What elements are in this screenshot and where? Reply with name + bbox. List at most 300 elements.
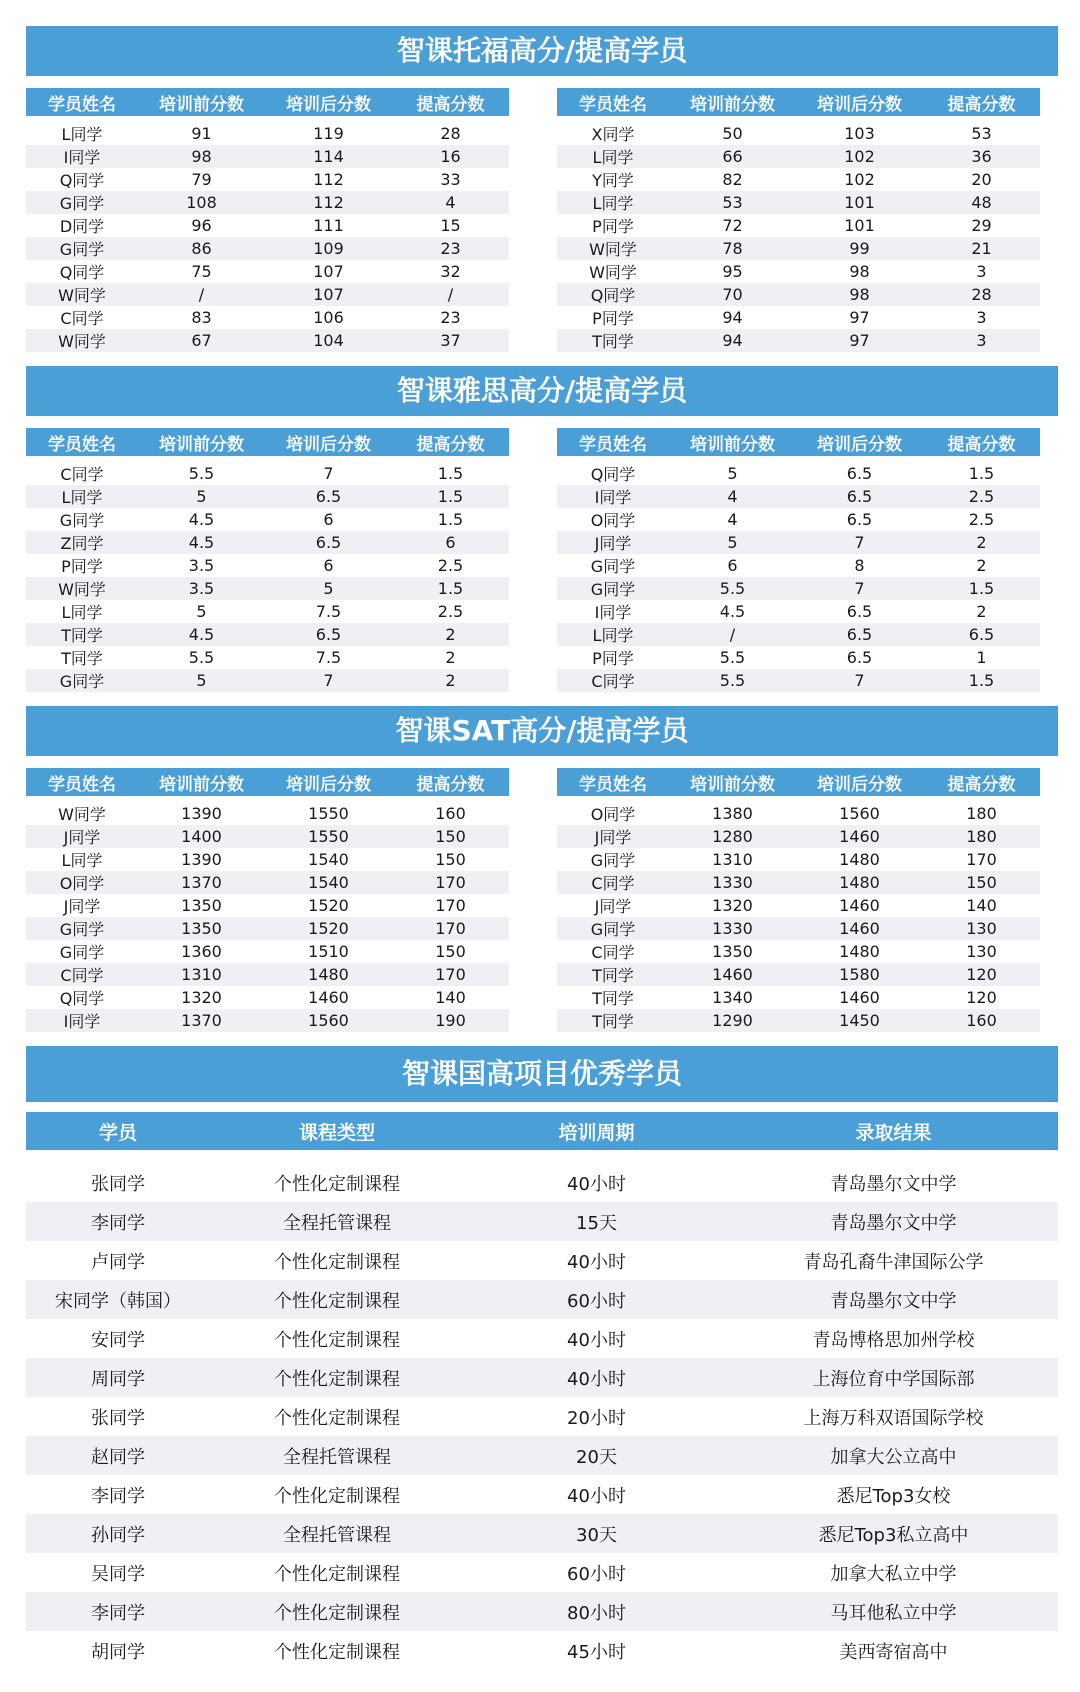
table-cell: 50 xyxy=(722,124,743,143)
table-row xyxy=(26,1358,1058,1397)
table-cell: 7.5 xyxy=(315,602,342,621)
table-row xyxy=(557,485,1040,508)
table-cell: 72 xyxy=(722,216,743,235)
table-cell: 109 xyxy=(265,237,392,260)
column-header: 提高分数 xyxy=(923,428,1040,456)
table-header-row xyxy=(26,1112,1058,1150)
table-cell: 33 xyxy=(440,170,461,189)
table-cell: 3.5 xyxy=(138,577,265,600)
table-cell: 97 xyxy=(849,308,870,327)
table-cell: 1280 xyxy=(669,825,796,848)
table-row xyxy=(26,623,509,646)
table-row xyxy=(557,168,1040,191)
table-cell: 75 xyxy=(191,262,212,281)
table-cell: 5 xyxy=(727,464,738,483)
table-header-row xyxy=(557,88,1040,116)
column-header: 培训前分数 xyxy=(669,768,796,796)
table-header-row xyxy=(557,428,1040,456)
table-cell: 112 xyxy=(265,191,392,214)
table-cell: 40小时 xyxy=(567,1329,626,1351)
table-cell: 4 xyxy=(727,510,738,529)
table-cell: 29 xyxy=(971,216,992,235)
table-cell: 1310 xyxy=(712,850,753,869)
table-cell: 1350 xyxy=(181,896,222,915)
table-cell: 170 xyxy=(435,896,466,915)
table-cell: 1450 xyxy=(796,1009,923,1032)
table-cell: 张同学 xyxy=(91,1407,145,1429)
table-row xyxy=(557,191,1040,214)
table-cell: 1390 xyxy=(181,804,222,823)
table-row xyxy=(26,1514,1058,1553)
table-cell: 2 xyxy=(923,531,1040,554)
table-cell: 胡同学 xyxy=(91,1641,145,1663)
table-cell: 5 xyxy=(669,531,796,554)
table-cell: G同学 xyxy=(26,237,138,260)
table-cell: / xyxy=(138,283,265,306)
column-header: 培训后分数 xyxy=(796,768,923,796)
table-cell: 4.5 xyxy=(188,510,215,529)
table-row xyxy=(557,237,1040,260)
table-cell: 190 xyxy=(392,1009,509,1032)
table-cell: 个性化定制课程 xyxy=(274,1641,400,1663)
table-cell: 上海万科双语国际学校 xyxy=(803,1407,984,1429)
table-cell: P同学 xyxy=(592,309,634,328)
table-cell: 107 xyxy=(265,283,392,306)
table-cell: 170 xyxy=(392,871,509,894)
table-cell: 1370 xyxy=(138,1009,265,1032)
table-cell: 个性化定制课程 xyxy=(210,1358,464,1397)
table-row xyxy=(26,600,509,623)
table-cell: L同学 xyxy=(557,145,669,168)
table-header-row xyxy=(26,428,509,456)
table-cell: 1.5 xyxy=(437,464,464,483)
column-header: 录取结果 xyxy=(729,1112,1058,1150)
table-cell: 8 xyxy=(854,556,865,575)
table-cell: 6 xyxy=(323,556,334,575)
table-cell: 102 xyxy=(844,170,875,189)
table-row xyxy=(26,963,509,986)
table-cell: I同学 xyxy=(26,1009,138,1032)
table-cell: 2.5 xyxy=(968,510,995,529)
table-cell: 马耳他私立中学 xyxy=(729,1592,1058,1631)
table-cell: G同学 xyxy=(59,943,105,962)
table-cell: 70 xyxy=(669,283,796,306)
table-row xyxy=(26,871,509,894)
table-cell: P同学 xyxy=(592,649,634,668)
table-cell: 7.5 xyxy=(315,648,342,667)
table-cell: 1310 xyxy=(138,963,265,986)
table-cell: 加拿大公立高中 xyxy=(729,1436,1058,1475)
table-row xyxy=(26,986,509,1009)
table-cell: W同学 xyxy=(557,237,669,260)
table-cell: 个性化定制课程 xyxy=(274,1251,400,1273)
table-row xyxy=(557,917,1040,940)
table-cell: 120 xyxy=(966,988,997,1007)
table-cell: 21 xyxy=(923,237,1040,260)
table-cell: I同学 xyxy=(26,145,138,168)
score-table-left xyxy=(26,88,509,352)
table-cell: 2.5 xyxy=(923,485,1040,508)
table-cell: O同学 xyxy=(590,805,636,824)
table-row xyxy=(557,329,1040,352)
table-cell: 1460 xyxy=(796,917,923,940)
table-cell: 30天 xyxy=(464,1514,729,1553)
table-cell: 60小时 xyxy=(464,1280,729,1319)
table-cell: L同学 xyxy=(557,191,669,214)
table-row xyxy=(26,531,509,554)
table-cell: 7 xyxy=(796,531,923,554)
table-cell: 卢同学 xyxy=(91,1251,145,1273)
table-cell: 7 xyxy=(796,577,923,600)
table-row xyxy=(557,554,1040,577)
table-cell: Q同学 xyxy=(59,263,105,282)
table-cell: 李同学 xyxy=(26,1202,210,1241)
table-cell: 1.5 xyxy=(392,485,509,508)
column-header: 学员姓名 xyxy=(26,768,138,796)
table-row xyxy=(26,917,509,940)
section-banner xyxy=(26,366,1058,416)
table-row xyxy=(26,329,509,352)
section-title: 智课国高项目优秀学员 xyxy=(401,1057,682,1090)
column-header: 学员姓名 xyxy=(557,88,669,116)
table-cell: 4.5 xyxy=(138,623,265,646)
table-cell: 4.5 xyxy=(719,602,746,621)
table-cell: T同学 xyxy=(61,649,103,668)
table-cell: Q同学 xyxy=(59,171,105,190)
table-cell: 1580 xyxy=(796,963,923,986)
table-row xyxy=(26,1592,1058,1631)
score-table-left xyxy=(26,768,509,1032)
table-row xyxy=(26,1280,1058,1319)
table-cell: L同学 xyxy=(26,485,138,508)
table-cell: 吴同学 xyxy=(91,1563,145,1585)
table-cell: 98 xyxy=(138,145,265,168)
table-cell: 98 xyxy=(849,262,870,281)
table-cell: Y同学 xyxy=(592,171,634,190)
table-cell: T同学 xyxy=(557,963,669,986)
table-cell: 6.5 xyxy=(796,485,923,508)
column-header: 培训后分数 xyxy=(265,88,392,116)
table-cell: 108 xyxy=(138,191,265,214)
table-cell: 个性化定制课程 xyxy=(210,1592,464,1631)
table-cell: 1370 xyxy=(138,871,265,894)
table-cell: J同学 xyxy=(557,531,669,554)
table-cell: O同学 xyxy=(590,511,636,530)
table-cell: 150 xyxy=(435,850,466,869)
table-cell: 美西寄宿高中 xyxy=(839,1641,948,1663)
table-cell: 6.5 xyxy=(265,623,392,646)
table-cell: 79 xyxy=(191,170,212,189)
table-cell: C同学 xyxy=(60,465,104,484)
table-cell: 112 xyxy=(313,170,344,189)
table-cell: 青岛孔裔牛津国际公学 xyxy=(803,1251,984,1273)
table-row xyxy=(26,825,509,848)
table-cell: 1.5 xyxy=(968,464,995,483)
table-cell: 40小时 xyxy=(567,1485,626,1507)
table-cell: 安同学 xyxy=(91,1329,145,1351)
table-cell: 1560 xyxy=(265,1009,392,1032)
table-cell: 36 xyxy=(923,145,1040,168)
table-cell: 青岛墨尔文中学 xyxy=(729,1202,1058,1241)
table-row xyxy=(26,1202,1058,1241)
table-cell: 加拿大私立中学 xyxy=(830,1563,957,1585)
table-cell: 130 xyxy=(966,942,997,961)
table-cell: 1320 xyxy=(712,896,753,915)
table-cell: J同学 xyxy=(594,897,632,916)
table-row xyxy=(557,260,1040,283)
table-cell: 李同学 xyxy=(91,1485,145,1507)
table-cell: 宋同学（韩国） xyxy=(26,1280,210,1319)
table-row xyxy=(557,986,1040,1009)
table-cell: 107 xyxy=(313,262,344,281)
table-cell: 2 xyxy=(976,556,987,575)
section-banner xyxy=(26,706,1058,756)
table-cell: 1.5 xyxy=(923,669,1040,692)
table-cell: 114 xyxy=(265,145,392,168)
table-cell: 1460 xyxy=(669,963,796,986)
table-cell: 1320 xyxy=(181,988,222,1007)
table-cell: 15 xyxy=(440,216,461,235)
table-cell: 66 xyxy=(669,145,796,168)
column-header: 培训前分数 xyxy=(138,768,265,796)
table-cell: 91 xyxy=(191,124,212,143)
table-row xyxy=(557,116,1040,145)
table-row xyxy=(557,1009,1040,1032)
table-row xyxy=(26,260,509,283)
table-cell: G同学 xyxy=(557,577,669,600)
table-cell: 160 xyxy=(923,1009,1040,1032)
table-cell: 李同学 xyxy=(26,1592,210,1631)
table-cell: 95 xyxy=(722,262,743,281)
table-header-row xyxy=(26,768,509,796)
table-row xyxy=(557,456,1040,485)
table-header-row xyxy=(557,768,1040,796)
table-cell: 全程托管课程 xyxy=(210,1436,464,1475)
section-banner xyxy=(26,1046,1058,1102)
table-cell: I同学 xyxy=(557,485,669,508)
table-row xyxy=(557,306,1040,329)
table-cell: 180 xyxy=(966,804,997,823)
column-header: 培训周期 xyxy=(464,1112,729,1150)
table-cell: Q同学 xyxy=(557,283,669,306)
table-row xyxy=(26,577,509,600)
table-cell: 180 xyxy=(923,825,1040,848)
score-table-right xyxy=(557,768,1040,1032)
table-cell: 个性化定制课程 xyxy=(274,1407,400,1429)
table-cell: 23 xyxy=(440,308,461,327)
table-cell: 20 xyxy=(971,170,992,189)
table-cell: 个性化定制课程 xyxy=(274,1563,400,1585)
table-cell: 28 xyxy=(440,124,461,143)
table-cell: 全程托管课程 xyxy=(210,1202,464,1241)
table-cell: C同学 xyxy=(557,871,669,894)
table-cell: 6.5 xyxy=(796,623,923,646)
table-cell: P同学 xyxy=(592,217,634,236)
table-cell: G同学 xyxy=(590,851,636,870)
table-row xyxy=(557,283,1040,306)
table-cell: T同学 xyxy=(557,329,669,352)
table-cell: 6.5 xyxy=(846,602,873,621)
table-cell: 上海位育中学国际部 xyxy=(729,1358,1058,1397)
table-cell: G同学 xyxy=(26,669,138,692)
table-cell: 1550 xyxy=(308,804,349,823)
table-cell: G同学 xyxy=(59,511,105,530)
table-row xyxy=(557,669,1040,692)
table-row xyxy=(557,600,1040,623)
table-cell: 5.5 xyxy=(188,464,215,483)
table-cell: 150 xyxy=(392,825,509,848)
table-cell: W同学 xyxy=(26,283,138,306)
table-cell: 101 xyxy=(844,216,875,235)
table-row xyxy=(557,145,1040,168)
table-cell: 孙同学 xyxy=(26,1514,210,1553)
table-row xyxy=(26,554,509,577)
table-cell: O同学 xyxy=(26,871,138,894)
table-cell: G同学 xyxy=(557,917,669,940)
column-header: 提高分数 xyxy=(923,88,1040,116)
table-cell: 1460 xyxy=(839,896,880,915)
table-cell: 86 xyxy=(138,237,265,260)
table-cell: 130 xyxy=(923,917,1040,940)
table-cell: C同学 xyxy=(26,963,138,986)
table-row xyxy=(557,577,1040,600)
table-cell: 170 xyxy=(392,963,509,986)
table-cell: 2.5 xyxy=(437,556,464,575)
table-cell: 102 xyxy=(796,145,923,168)
column-header: 培训前分数 xyxy=(669,88,796,116)
table-cell: 个性化定制课程 xyxy=(274,1329,400,1351)
table-cell: 7 xyxy=(323,464,334,483)
column-header: 培训前分数 xyxy=(138,428,265,456)
table-cell: 2 xyxy=(392,669,509,692)
table-row xyxy=(557,848,1040,871)
table-cell: 1540 xyxy=(308,850,349,869)
table-cell: 3 xyxy=(976,262,987,281)
table-row xyxy=(26,168,509,191)
table-cell: D同学 xyxy=(59,217,105,236)
table-cell: 青岛墨尔文中学 xyxy=(830,1174,957,1195)
table-cell: 1 xyxy=(976,648,987,667)
table-cell: 82 xyxy=(722,170,743,189)
table-cell: 5.5 xyxy=(188,648,215,667)
table-cell: 1330 xyxy=(669,917,796,940)
table-cell: 悉尼Top3女校 xyxy=(836,1485,951,1507)
table-cell: 4 xyxy=(669,485,796,508)
table-row xyxy=(26,669,509,692)
table-cell: 5 xyxy=(138,669,265,692)
table-row xyxy=(557,894,1040,917)
table-cell: 94 xyxy=(669,329,796,352)
table-row xyxy=(557,531,1040,554)
table-row xyxy=(26,214,509,237)
table-cell: I同学 xyxy=(594,603,632,622)
table-cell: W同学 xyxy=(26,577,138,600)
table-row xyxy=(26,1631,1058,1670)
table-cell: 111 xyxy=(313,216,344,235)
table-cell: 45小时 xyxy=(567,1641,626,1663)
table-cell: 1510 xyxy=(308,942,349,961)
table-cell: 1540 xyxy=(265,871,392,894)
table-row xyxy=(26,1241,1058,1280)
table-cell: 2 xyxy=(976,602,987,621)
table-cell: 5 xyxy=(138,485,265,508)
column-header: 培训前分数 xyxy=(669,428,796,456)
table-cell: 1460 xyxy=(308,988,349,1007)
table-cell: 20小时 xyxy=(567,1407,626,1429)
table-cell: 1.5 xyxy=(437,510,464,529)
table-cell: 120 xyxy=(923,963,1040,986)
table-cell: 周同学 xyxy=(26,1358,210,1397)
table-cell: W同学 xyxy=(589,263,637,282)
table-row xyxy=(26,894,509,917)
table-row xyxy=(26,306,509,329)
table-cell: 94 xyxy=(722,308,743,327)
column-header: 提高分数 xyxy=(392,428,509,456)
column-header: 学员姓名 xyxy=(557,428,669,456)
table-cell: 1400 xyxy=(138,825,265,848)
table-row xyxy=(26,191,509,214)
table-cell: 6 xyxy=(392,531,509,554)
table-row xyxy=(26,1553,1058,1592)
table-cell: 103 xyxy=(844,124,875,143)
table-cell: 53 xyxy=(669,191,796,214)
table-cell: 1480 xyxy=(265,963,392,986)
table-row xyxy=(26,1436,1058,1475)
table-cell: C同学 xyxy=(557,669,669,692)
table-cell: L同学 xyxy=(61,125,103,144)
column-header: 提高分数 xyxy=(392,768,509,796)
table-row xyxy=(26,145,509,168)
table-row xyxy=(26,237,509,260)
admission-table xyxy=(26,1112,1058,1670)
table-cell: 悉尼Top3私立高中 xyxy=(729,1514,1058,1553)
table-cell: L同学 xyxy=(557,623,669,646)
table-cell: L同学 xyxy=(61,603,103,622)
table-cell: 1550 xyxy=(265,825,392,848)
table-cell: 1380 xyxy=(712,804,753,823)
table-cell: 6.5 xyxy=(265,485,392,508)
table-cell: 101 xyxy=(796,191,923,214)
table-cell: 83 xyxy=(191,308,212,327)
table-cell: 67 xyxy=(138,329,265,352)
column-header: 提高分数 xyxy=(923,768,1040,796)
table-cell: 170 xyxy=(392,917,509,940)
table-cell: 4 xyxy=(392,191,509,214)
table-cell: 6.5 xyxy=(923,623,1040,646)
table-cell: 1290 xyxy=(669,1009,796,1032)
column-header: 提高分数 xyxy=(392,88,509,116)
table-cell: / xyxy=(669,623,796,646)
table-cell: 96 xyxy=(191,216,212,235)
table-cell: 7 xyxy=(796,669,923,692)
table-cell: C同学 xyxy=(60,309,104,328)
column-header: 学员姓名 xyxy=(26,428,138,456)
table-cell: 150 xyxy=(923,871,1040,894)
table-row xyxy=(26,940,509,963)
score-table-right xyxy=(557,88,1040,352)
column-header: 学员姓名 xyxy=(557,768,669,796)
table-row xyxy=(26,456,509,485)
table-row xyxy=(557,796,1040,825)
section-banner xyxy=(26,26,1058,76)
column-header: 培训后分数 xyxy=(265,768,392,796)
table-row xyxy=(26,1475,1058,1514)
table-cell: G同学 xyxy=(590,557,636,576)
table-cell: 1.5 xyxy=(923,577,1040,600)
table-cell: 5 xyxy=(265,577,392,600)
table-cell: 1360 xyxy=(181,942,222,961)
table-cell: 2 xyxy=(392,623,509,646)
